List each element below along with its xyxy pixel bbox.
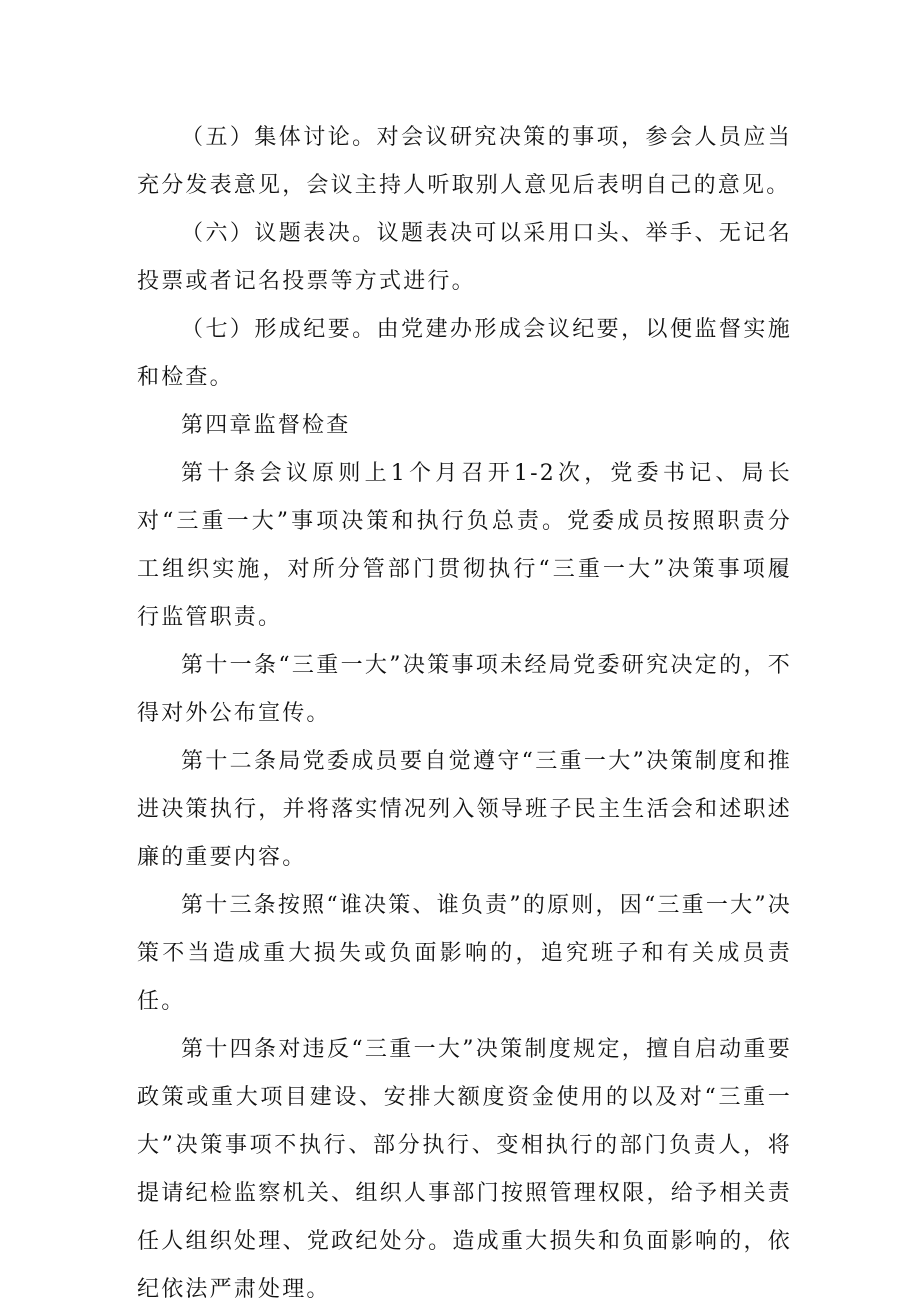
paragraph-meeting-minutes: （七）形成纪要。由党建办形成会议纪要，以便监督实施和检查。 [137, 317, 792, 390]
paragraph-article-10: 第十条会议原则上1个月召开1-2次，党委书记、局长对“三重一大”事项决策和执行负总责。党委成员按照职责分工组织实施，对所分管部门贯彻执行“三重一大”决策事项履行监管职责。 [137, 461, 792, 630]
document-body [137, 114, 792, 1314]
paragraph-article-12: 第十二条局党委成员要自觉遵守“三重一大”决策制度和推进决策执行，并将落实情况列入领导班子民主生活会和述职述廉的重要内容。 [137, 749, 792, 870]
paragraph-article-13: 第十三条按照“谁决策、谁负责”的原则，因“三重一大”决策不当造成重大损失或负面影响的，追究班子和有关成员责任。 [137, 893, 792, 1014]
paragraph-article-14: 第十四条对违反“三重一大”决策制度规定，擅自启动重要政策或重大项目建设、安排大额度资金使用的以及对“三重一大”决策事项不执行、部分执行、变相执行的部门负责人，将提请纪检监察机关、组织人事部门按照管理权限，给予相关责任人组织处理、党政纪处分。造成重大损失和负面影响的，依纪依法严肃处理。 [137, 1037, 792, 1302]
chapter-heading: 第四章监督检查 [181, 413, 351, 438]
paragraph-agenda-vote: （六）议题表决。议题表决可以采用口头、举手、无记名投票或者记名投票等方式进行。 [137, 221, 792, 294]
paragraph-collective-discussion: （五）集体讨论。对会议研究决策的事项，参会人员应当充分发表意见，会议主持人听取别人意见后表明自己的意见。 [137, 125, 792, 198]
paragraph-article-11: 第十一条“三重一大”决策事项未经局党委研究决定的，不得对外公布宣传。 [137, 653, 792, 726]
